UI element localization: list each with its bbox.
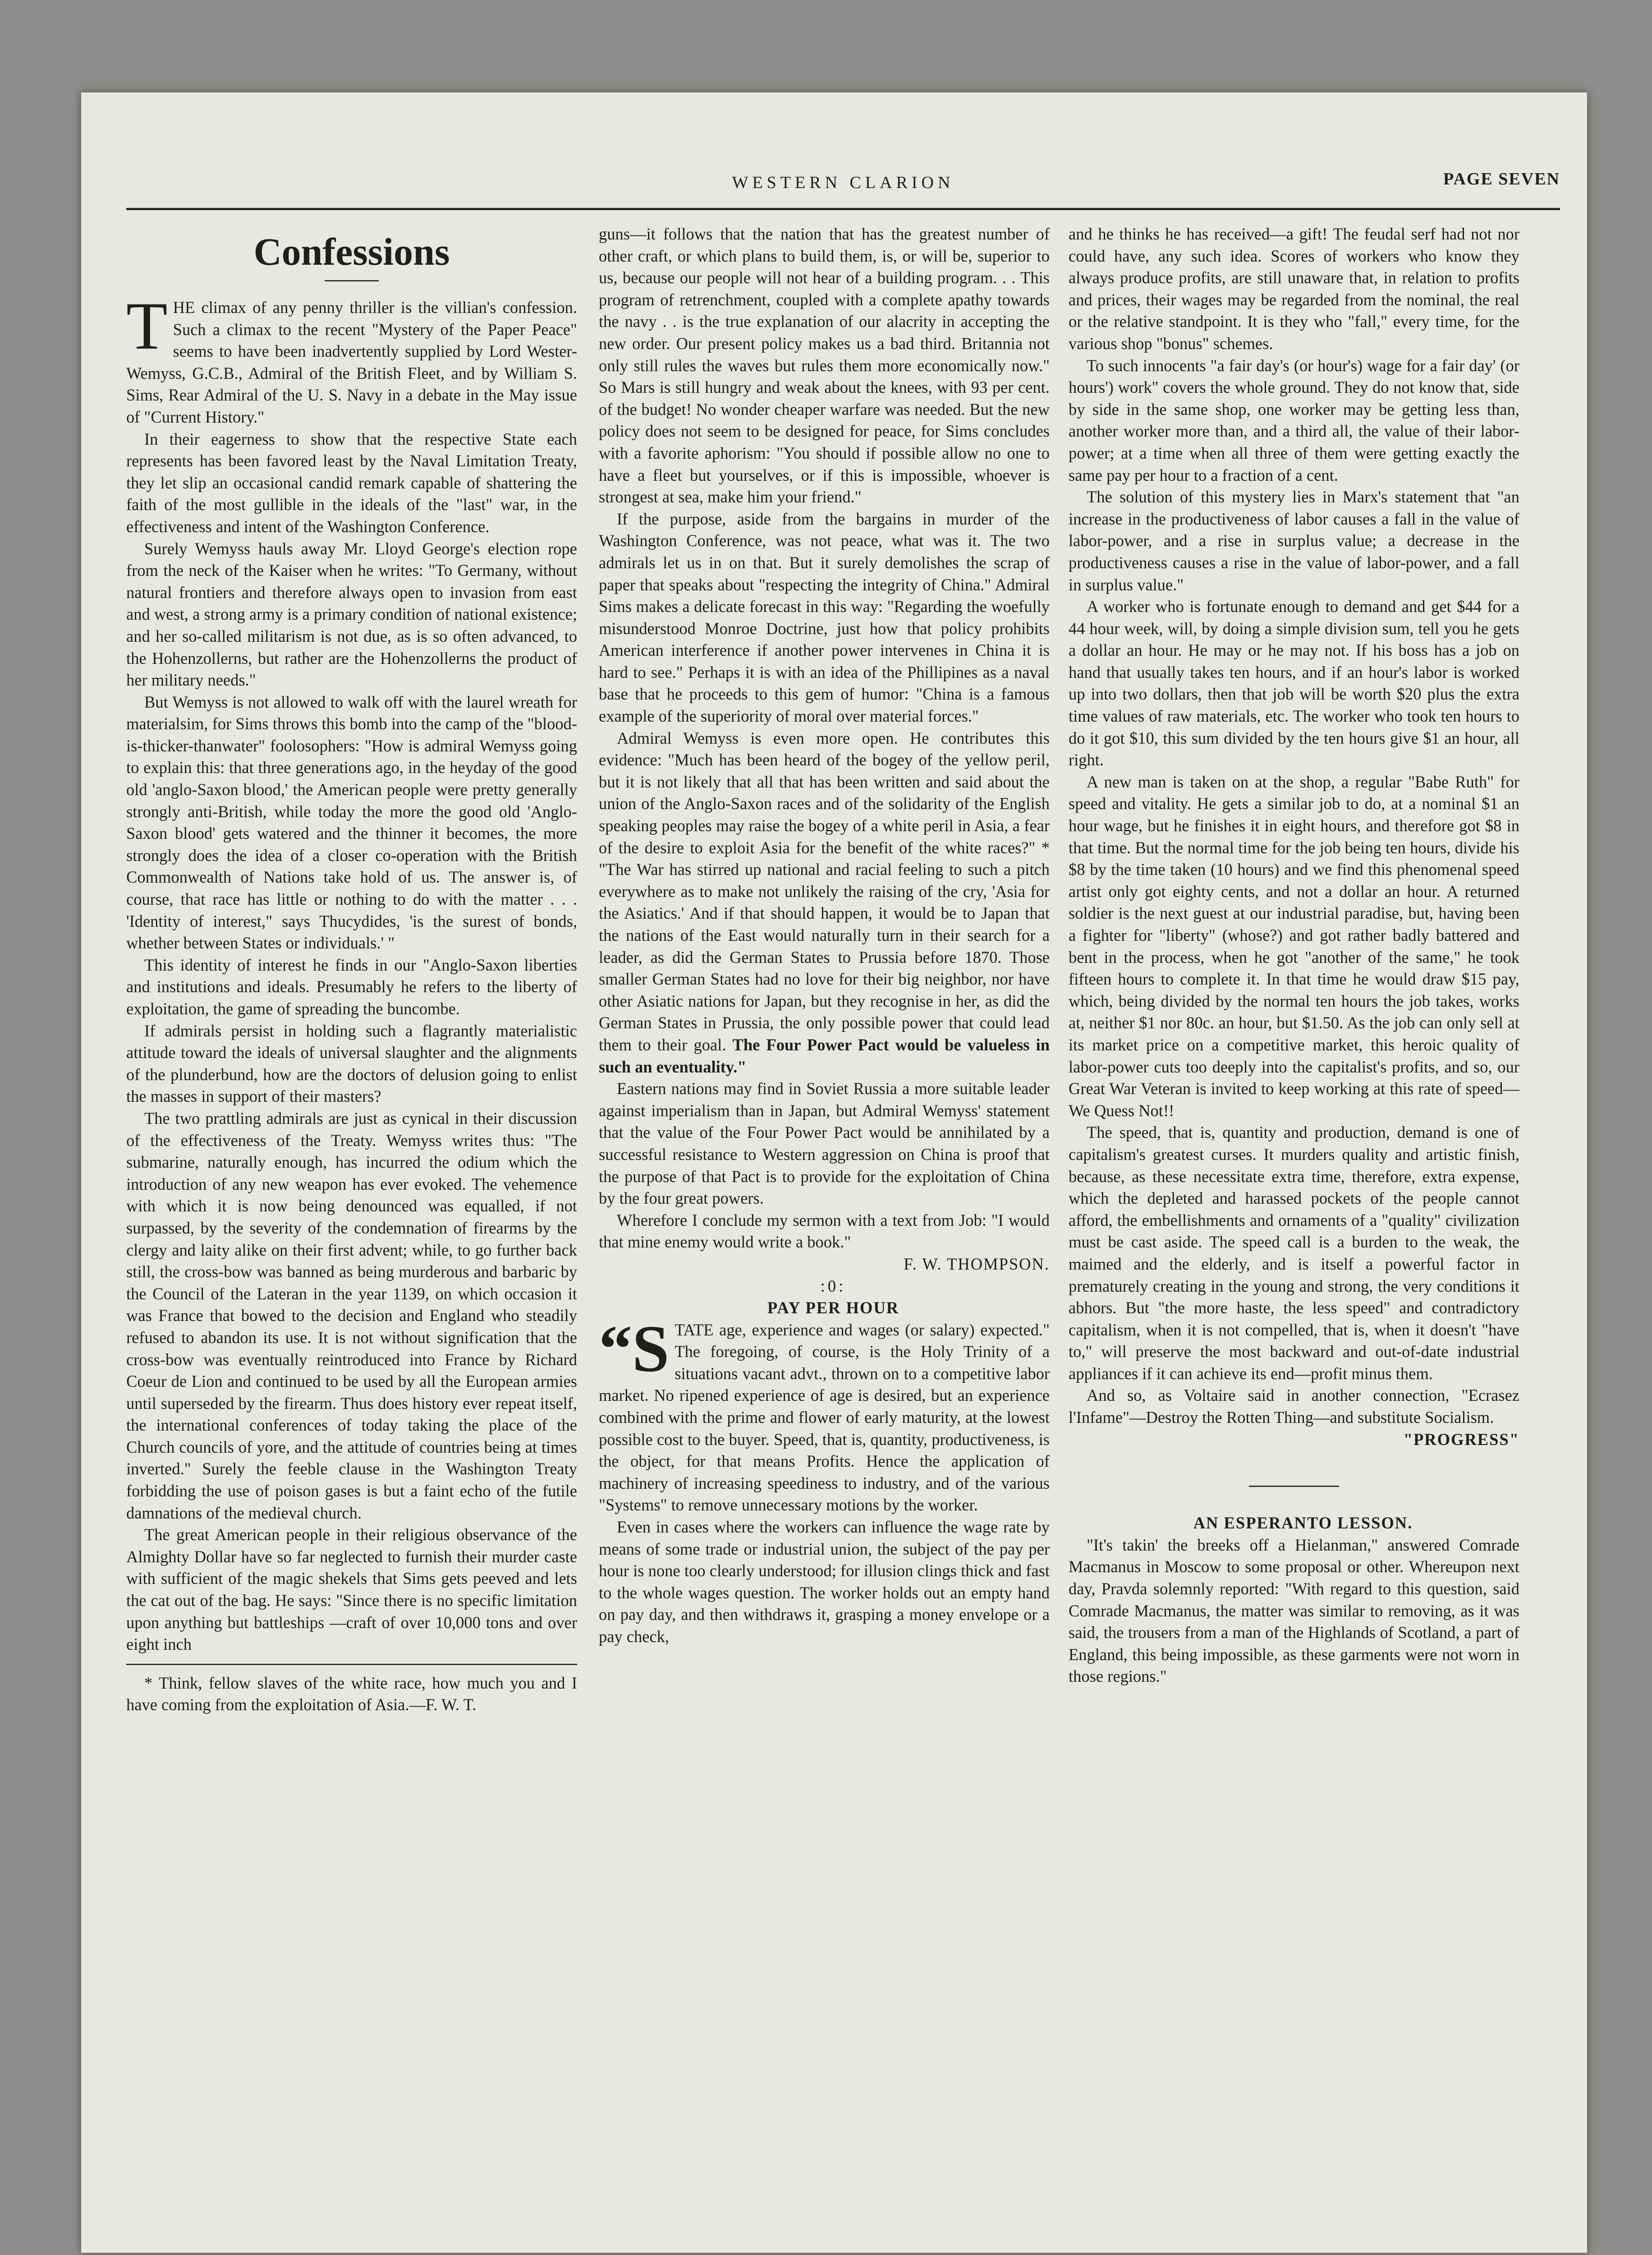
paragraph: If the purpose, aside from the bargains in murder of the Washington Conference, was not peace, what was it. The two admirals let us in on that. But it surely demolishes the scrap of paper that speaks about "respecting the integrity of China." Admiral Sims makes a delicate forecast in this way: "Regarding the woefully misunderstood Monroe Doctrine, just how that policy prohibits American interference if another power intervenes in China it is hard to see." Perhaps it is with an idea of the Phillipines as a naval base that he proceeds to this gem of humor: "China is a famous example of the superiority of moral over material forces."	[599, 509, 1050, 726]
signature-progress: "PROGRESS"	[1403, 1430, 1519, 1449]
article-first-paragraph: “STATE age, experience and wages (or salary) expected." The foregoing, of course, is the Holy Trinity of a situations vacant advt., thrown on to a competitive labor market. No ripened experience of age is desired, but an experience combined with the prime and flower of early maturity, at the lowest possible cost to the buyer. Speed, that is, quantity, productiveness, is the object, for that means Profits. Hence the application of machinery of increasing speediness to industry, and of the various "Systems" to remove unnecessary motions by the worker.	[599, 1312, 1050, 1514]
section-separator: :0:	[820, 1276, 846, 1295]
title-rule	[325, 280, 379, 281]
paragraph: The speed, that is, quantity and production, demand is one of capitalism's greatest curses. It murders quality and artistic finish, because, as these necessitate extra time, therefore, extra expense, which the depleted and harassed pockets of the people cannot afford, the embellishments and ornaments of a "quality" civilization must be cast aside. The speed call is a burden to the weak, the maimed and the elderly, and is itself a powerful factor in prematurely creating in the young and strong, the very conditions it abhors. But "the more haste, the less speed" and contradictory capitalism, when it is not compelled, that is, when it doesn't "have to," will preserve the most backward and out-of-date industrial appliances if it can achieve its end—profit minus them.	[1069, 1123, 1519, 1383]
paragraph: and he thinks he has received—a gift! The feudal serf had not nor could have, any such idea. Scores of workers who know they always produce profits, are still unaware that, in relation to profits and prices, their wages may be regarded from the nominal, the real or the relative standpoint. It is they who "fall," every time, for the various shop "bonus" schemes.	[1069, 225, 1519, 353]
paragraph: And so, as Voltaire said in another connection, "Ecrasez l'Infame"—Destroy the Rotten Thing—and substitute Socialism.	[1069, 1386, 1519, 1427]
newspaper-title: WESTERN CLARION	[732, 173, 954, 192]
paragraph: If admirals persist in holding such a flagrantly materialistic attitude toward the ideals of universal slaughter and the alignments of the plunderbund, how are the doctors of delusion going to enlist the masses in support of their masters?	[126, 1021, 577, 1106]
footnote-rule	[126, 1664, 577, 1665]
paragraph: This identity of interest he finds in our "Anglo-Saxon liberties and institutions and ideals. Presumably he refers to the liberty of exploitation, the game of spreading the buncombe.	[126, 955, 577, 1018]
paragraph: The great American people in their religious observance of the Almighty Dollar have so far neglected to furnish their murder caste with sufficient of the magic shekels that Sims gets peeved and lets the cat out of the bag. He says: "Since there is no specific limitation upon anything but battleships —craft of over 10,000 tons and over eight inch	[126, 1525, 577, 1654]
column-3	[1069, 223, 1519, 1688]
signature-thompson: F. W. THOMPSON.	[904, 1254, 1050, 1273]
paragraph: But Wemyss is not allowed to walk off with the laurel wreath for materialsim, for Sims throws this bomb into the camp of the "blood-is-thicker-thanwater" foolosophers: "How is admiral Wemyss going to explain this: that three generations ago, in the heyday of the good old 'anglo-Saxon blood,' the American people were pretty generally strongly anti-British, while today the more the good old 'Anglo-Saxon blood' gets watered and the thinner it becomes, the more strongly does the idea of a closer co-operation with the British Commonwealth of Nations take hold of us. The answer is, of course, that race has little or nothing to do with the matter . . . 'Identity of interest," says Thucydides, 'is the surest of bonds, whether between States or individuals.' "	[126, 692, 577, 953]
paragraph: guns—it follows that the nation that has the greatest number of other craft, or which plans to build them, is, or will be, superior to us, because our people will not hear of a building program. . . This program of retrenchment, coupled with a complete apathy towards the navy . . is the true explanation of our alacrity in accepting the new order. Our present policy makes us a bad third. Britannia not only still rules the waves but rules them more economically now." So Mars is still hungry and weak about the knees, with 93 per cent. of the budget! No wonder cheaper warfare was needed. But the new policy does not seem to be designed for peace, for Sims concludes with a favorite aphorism: "You should if possible allow no one to have a fleet but yourselves, or if this is impossible, whoever is strongest at sea, make him your friend."	[599, 225, 1050, 506]
paragraph: Even in cases where the workers can influence the wage rate by means of some trade or industrial union, the subject of the pay per hour is none too clearly understood; for illusion clings thick and fast to the whole wages question. The worker holds out an empty hand on pay day, and then withdraws it, grasping a money envelope or a pay check,	[599, 1518, 1050, 1646]
column-2	[599, 223, 1050, 1648]
newspaper-page	[81, 92, 1587, 2253]
paragraph: A worker who is fortunate enough to demand and get $44 for a 44 hour week, will, by doing a simple division sum, tell you he gets a dollar an hour. He may or he may not. If his boss has a job on hand that usually takes ten hours, and if an hour's labor is worked up into two dollars, then that job will be worth $20 plus the extra time values of raw materials, etc. The worker who took ten hours to do it got $10, this sum divided by the ten hours give $1 an hour, all right.	[1069, 597, 1519, 769]
paragraph: A new man is taken on at the shop, a regular "Babe Ruth" for speed and vitality. He gets a similar job to do, at a nominal $1 an hour wage, but he finishes it in eight hours, and therefore got $8 in that time. But the normal time for the job being ten hours, divide his $8 by the time taken (10 hours) and we find this phenomenal speed artist only got eighty cents, and not a dollar an hour. A returned soldier is the next guest at our industrial paradise, but, having been a fighter for "liberty" (whose?) and got rather badly battered and bent in the process, when he got "another of the same," he took fifteen hours to complete it. In that time he would draw $15 pay, which, being divided by the normal ten hours the job takes, works at, neither $1 nor 80c. an hour, but $1.50. As the job can only sell at its market price on a competitive market, this heroic quality of labor-power cuts too deeply into the capitalist's profits, and so, our Great War Veteran is invited to keep working at this rate of speed—We Quess Not!!	[1069, 772, 1519, 1120]
article-title-esperanto: AN ESPERANTO LESSON.	[1193, 1514, 1413, 1532]
paragraph: In their eagerness to show that the respective State each represents has been favored least by the Naval Limitation Treaty, they let slip an occasional candid remark capable of shattering the faith of the most gullible in the ideals of the "last" war, in the effectiveness and intent of the Washington Conference.	[126, 429, 577, 536]
bold-sentence: The Four Power Pact would be valueless in such an eventuality."	[599, 1035, 1050, 1076]
article-title-confessions: Confessions	[253, 230, 450, 273]
article-first-paragraph: THE climax of any penny thriller is the villian's confession. Such a climax to the recent "Mystery of the Paper Peace" seems to have been inadvertently supplied by Lord Wester-Wemyss, G.C.B., Admiral of the British Fleet, and by William S. Sims, Rear Admiral of the U. S. Navy in a debate in the May issue of "Current History."	[126, 289, 577, 426]
paragraph: Surely Wemyss hauls away Mr. Lloyd George's election rope from the neck of the Kaiser when he writes: "To Germany, without natural frontiers and therefore always open to invasion from east and west, a strong army is a primary condition of national existence; and her so-called militarism is not due, as is so often advanced, to the Hohenzollerns, but rather are the Hohenzollerns the product of her military needs."	[126, 539, 577, 690]
drop-cap: “S	[599, 1312, 670, 1386]
paragraph: "It's takin' the breeks off a Hielanman," answered Comrade Macmanus in Moscow to some proposal or other. Whereupon next day, Pravda solemnly reported: "With regard to this question, said Comrade Macmanus, the matter was similar to removing, as it was said, the trousers from a man of the Highlands of Scotland, a part of England, this being impossible, as these garments were not worn in those regions."	[1069, 1535, 1519, 1686]
paragraph: The solution of this mystery lies in Marx's statement that "an increase in the productiveness of labor causes a fall in the value of labor-power, and a rise in surplus value; a decrease in the productiveness causes a rise in the value of labor-power, and a fall in surplus value."	[1069, 488, 1519, 594]
paragraph: Eastern nations may find in Soviet Russia a more suitable leader against imperialism than in Japan, but Admiral Wemyss' statement that the value of the Four Power Pact would be annihilated by a successful resistance to Western aggression on China is proof that the purpose of that Pact is to provide for the exploitation of China by the four great powers.	[599, 1079, 1050, 1208]
paragraph: The two prattling admirals are just as cynical in their discussion of the effectiveness of the Treaty. Wemyss writes thus: "The submarine, naturally enough, has incurred the odium which the introduction of any new weapon has ever evoked. The vehemence with which it is now being denounced was equalled, if not surpassed, by the severity of the condemnation of firearms by the clergy and laity alike on their first advent; while, to go further back still, the cross-bow was banned as being murderous and barbaric by the Council of the Lateran in the year 1139, on which occasion it was France that bowed to the decision and England who steadily refused to abandon its use. It is not without signification that the cross-bow was eventually reintroduced into France by Richard Coeur de Lion and continued to be used by all the European armies until superseded by the firearm. Thus does history ever repeat itself, the international conferences of today taking the place of the Church councils of yore, and the attitude of countries being at times inverted." Surely the feeble clause in the Washington Treaty forbidding the use of poison gases is but a faint echo of the futile damnations of the medieval church.	[126, 1109, 577, 1522]
article-title-pay-per-hour: PAY PER HOUR	[767, 1298, 899, 1317]
section-rule	[1249, 1486, 1339, 1487]
drop-cap: T	[126, 289, 168, 364]
column-1	[126, 223, 577, 1716]
footnote: * Think, fellow slaves of the white race, how much you and I have coming from the exploitation of Asia.—F. W. T.	[126, 1673, 577, 1714]
page-header	[126, 169, 1560, 205]
paragraph: Admiral Wemyss is even more open. He contributes this evidence: "Much has been heard of the bogey of the yellow peril, but it is not likely that all that has been written and said about the union of the Anglo-Saxon races and of the solidarity of the English speaking peoples may raise the bogey of a white peril in Asia, a fear of the desire to exploit Asia for the benefit of the white races?" * "The War has stirred up national and racial feeling to such a pitch everywhere as to make not unlikely the raising of the cry, 'Asia for the Asiatics.' And if that should happen, it would be to Japan that the nations of the East would naturally turn in their search for a leader, as did the German States to Prussia before 1870. Those smaller German States had no love for their big neighbor, nor have other Asiatic nations for Japan, but they recognise in her, as did the German States in Prussia, the only possible power that could lead them to their goal. The Four Power Pact would be valueless in such an eventuality."	[599, 728, 1050, 1076]
paragraph: Wherefore I conclude my sermon with a text from Job: "I would that mine enemy would write a book."	[599, 1210, 1050, 1252]
page-number: PAGE SEVEN	[1443, 170, 1560, 189]
header-rule	[126, 208, 1560, 213]
paragraph: To such innocents "a fair day's (or hour's) wage for a fair day' (or hours') work" covers the whole ground. They do not know that, side by side in the same shop, one worker may be getting less than, another worker more than, and a third all, the value of their labor-power; at a time when all three of them were getting exactly the same pay per hour to a fraction of a cent.	[1069, 356, 1519, 484]
